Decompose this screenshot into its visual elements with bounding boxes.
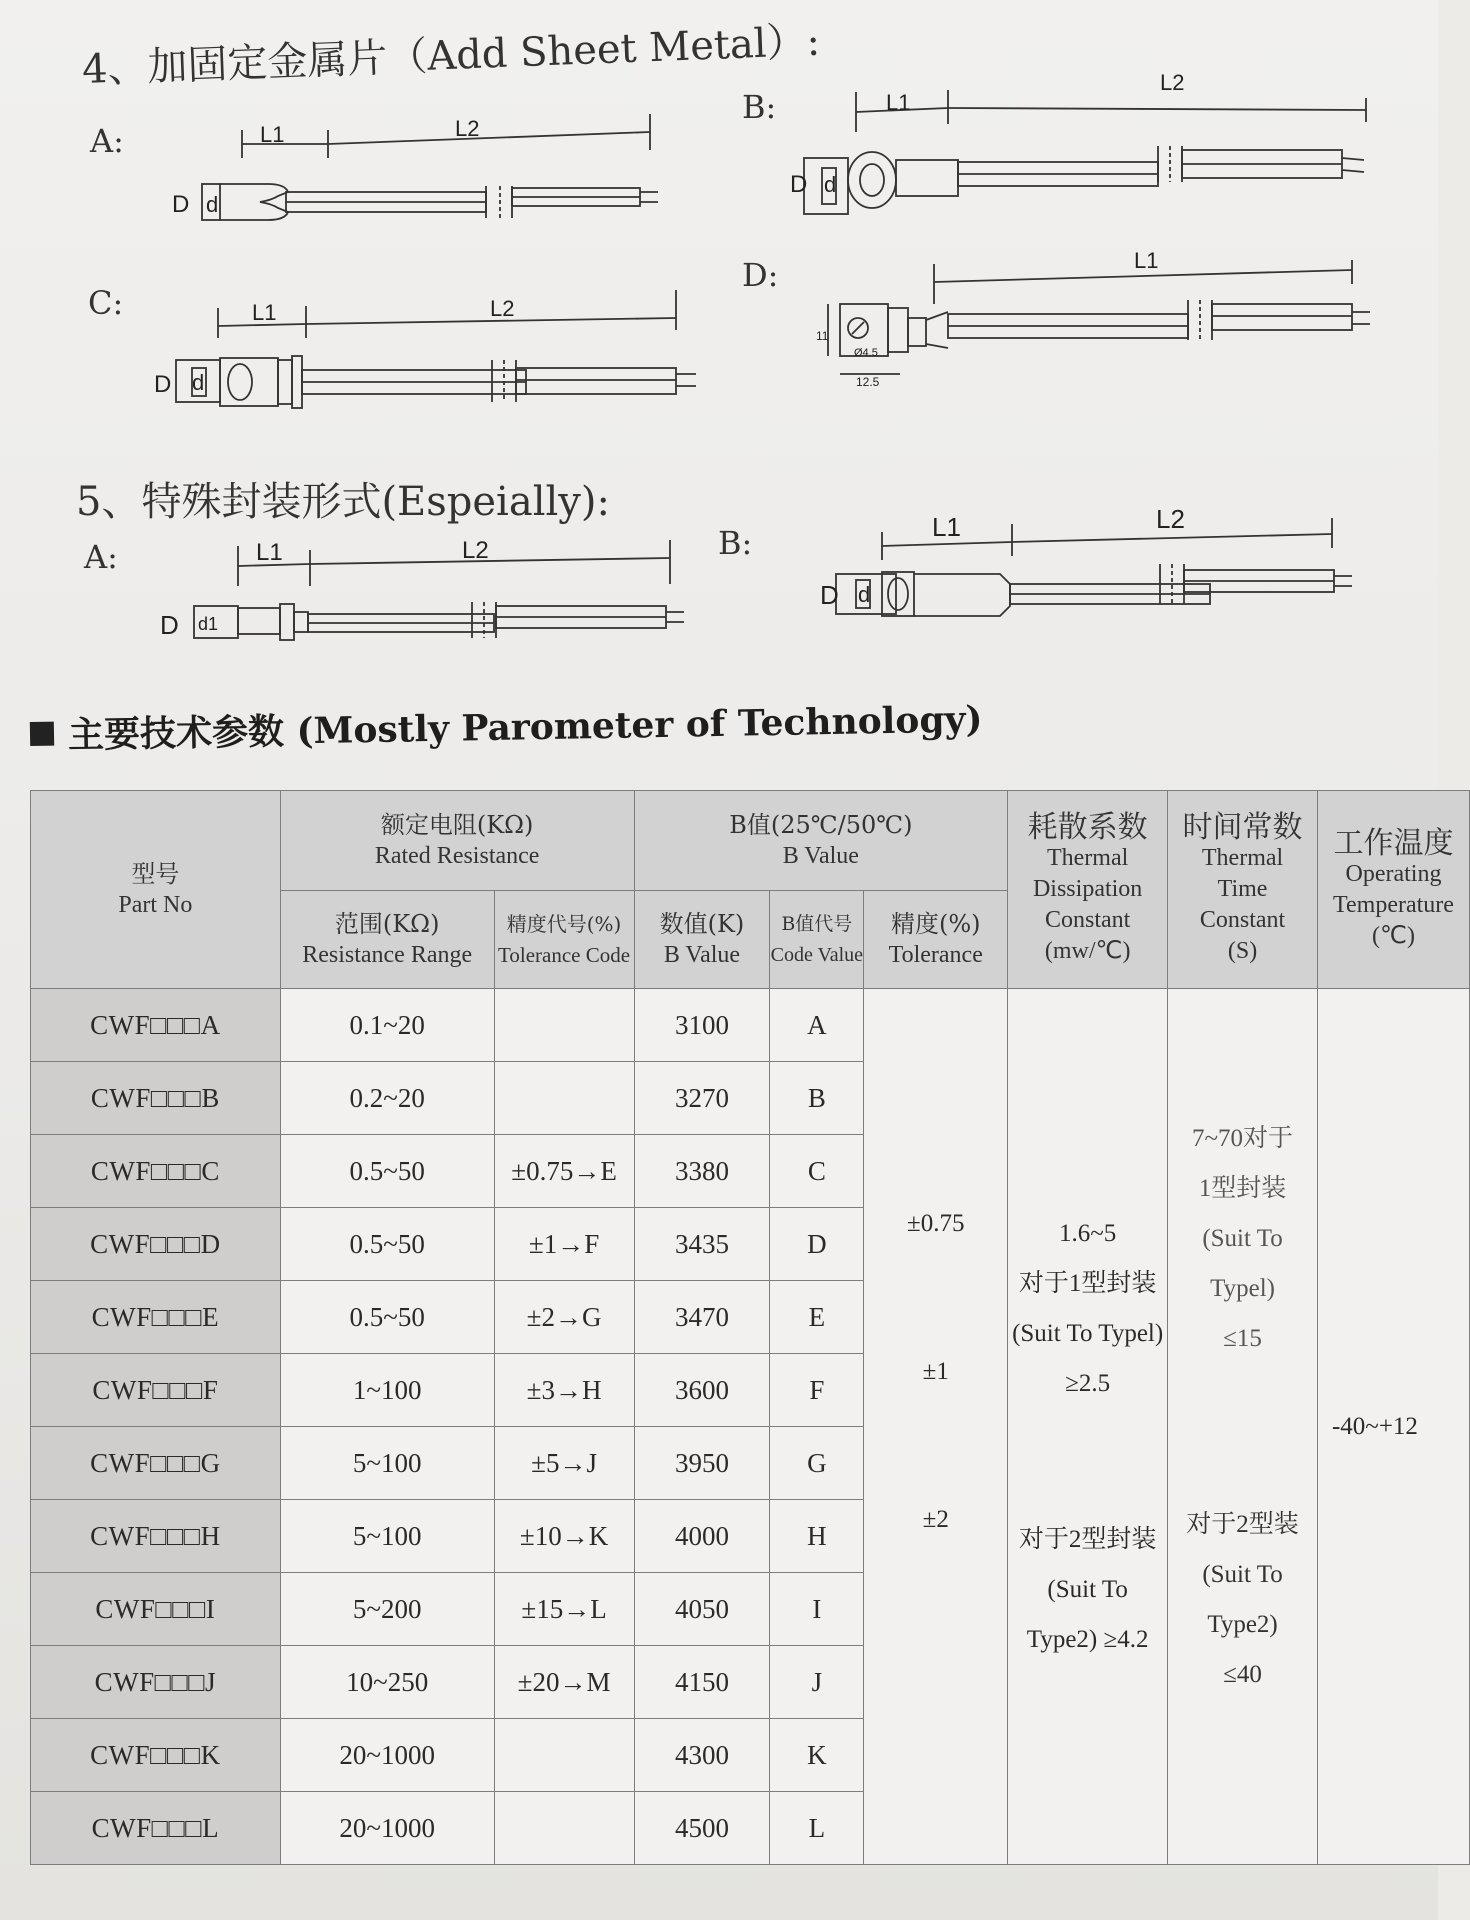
section5-title: 5、特殊封装形式(Espeially): xyxy=(76,479,610,525)
diagram-5a xyxy=(154,520,694,640)
cell-range: 0.2~20 xyxy=(280,1062,494,1135)
cell-part: CWF□□□H xyxy=(31,1500,281,1573)
diagram-4d xyxy=(808,244,1388,394)
cell-bcode: A xyxy=(770,989,864,1062)
cell-range: 20~1000 xyxy=(280,1719,494,1792)
dim-height: 11 xyxy=(816,329,829,343)
cell-range: 1~100 xyxy=(280,1354,494,1427)
cell-bvalue: 3100 xyxy=(634,989,770,1062)
dim-l1: L1 xyxy=(260,122,285,147)
dim-l1: L1 xyxy=(252,300,277,325)
diagram-4c xyxy=(150,290,710,420)
cell-bvalue: 4050 xyxy=(634,1573,770,1646)
cell-bcode: L xyxy=(770,1792,864,1865)
header-tolerance-code: 精度代号(%) Tolerance Code xyxy=(494,891,634,989)
cell-part: CWF□□□L xyxy=(31,1792,281,1865)
parameters-heading xyxy=(30,691,983,759)
cell-part: CWF□□□K xyxy=(31,1719,281,1792)
dim-l1: L1 xyxy=(886,90,911,115)
cell-b-tolerance: ±0.75 ±1 ±2 xyxy=(864,989,1008,1865)
header-b-value-number: 数值(K) B Value xyxy=(634,891,770,989)
parameters-table-wrap xyxy=(30,790,1470,1865)
dim-d-outer: D xyxy=(154,371,172,398)
dim-d-outer: D xyxy=(820,580,839,610)
cell-thermal-dissipation: 1.6~5 对于1型封装 (Suit To Typel) ≥2.5 对于2型封装 (Suit To Type2) ≥4.2 xyxy=(1008,989,1168,1865)
cell-part: CWF□□□F xyxy=(31,1354,281,1427)
header-b-code: B值代号 Code Value xyxy=(770,891,864,989)
cell-tolcode: ±5→J xyxy=(494,1427,634,1500)
diagram-4b xyxy=(790,62,1390,232)
cell-tolcode: ±20→M xyxy=(494,1646,634,1719)
section4-title: 4、加固定金属片（Add Sheet Metal）: xyxy=(81,18,821,93)
variant-b-label: B: xyxy=(742,88,777,126)
cell-part: CWF□□□G xyxy=(31,1427,281,1500)
cell-bcode: B xyxy=(770,1062,864,1135)
cell-bcode: I xyxy=(770,1573,864,1646)
cell-operating-temperature: -40~+12 xyxy=(1317,989,1469,1865)
cell-range: 5~100 xyxy=(280,1427,494,1500)
parameters-heading-text: 主要技术参数 (Mostly Parometer of Technology) xyxy=(67,698,983,757)
dim-d-inner: d xyxy=(206,192,219,217)
special-a-label: A: xyxy=(84,538,118,576)
cell-tolcode: ±10→K xyxy=(494,1500,634,1573)
dim-width: 12.5 xyxy=(856,375,880,389)
cell-bcode: J xyxy=(770,1646,864,1719)
dim-d1: d1 xyxy=(198,614,219,634)
cell-tolcode xyxy=(494,1792,634,1865)
dim-l1: L1 xyxy=(932,512,961,542)
cell-part: CWF□□□A xyxy=(31,989,281,1062)
header-part-no: 型号 Part No xyxy=(31,791,281,989)
cell-bcode: E xyxy=(770,1281,864,1354)
cell-bvalue: 4150 xyxy=(634,1646,770,1719)
cell-range: 20~1000 xyxy=(280,1792,494,1865)
cell-part: CWF□□□J xyxy=(31,1646,281,1719)
dim-l2: L2 xyxy=(462,537,489,564)
cell-bcode: C xyxy=(770,1135,864,1208)
cell-time-constant: 7~70对于 1型封装 (Suit To Typel) ≤15 对于2型装 (Suit To Type2) ≤40 xyxy=(1168,989,1318,1865)
cell-bvalue: 4300 xyxy=(634,1719,770,1792)
cell-bvalue: 3600 xyxy=(634,1354,770,1427)
parameters-table xyxy=(30,790,1470,1865)
cell-range: 0.1~20 xyxy=(280,989,494,1062)
variant-d-label: D: xyxy=(742,256,779,294)
dim-d-outer: D xyxy=(160,610,179,640)
cell-bcode: D xyxy=(770,1208,864,1281)
dim-l2: L2 xyxy=(1156,504,1185,534)
cell-tolcode xyxy=(494,1719,634,1792)
cell-tolcode: ±3→H xyxy=(494,1354,634,1427)
cell-part: CWF□□□C xyxy=(31,1135,281,1208)
cell-tolcode xyxy=(494,1062,634,1135)
cell-bvalue: 4500 xyxy=(634,1792,770,1865)
cell-range: 5~200 xyxy=(280,1573,494,1646)
cell-bcode: H xyxy=(770,1500,864,1573)
cell-part: CWF□□□D xyxy=(31,1208,281,1281)
dim-l2: L2 xyxy=(455,116,480,141)
variant-c-label: C: xyxy=(88,284,124,322)
header-rated-resistance: 额定电阻(KΩ) Rated Resistance xyxy=(280,791,634,891)
cell-bvalue: 3470 xyxy=(634,1281,770,1354)
cell-bcode: K xyxy=(770,1719,864,1792)
header-thermal-dissipation: 耗散系数 Thermal Dissipation Constant (mw/℃) xyxy=(1008,791,1168,989)
dim-d-inner: d xyxy=(858,582,871,607)
dim-l2: L2 xyxy=(490,296,515,321)
cell-bcode: G xyxy=(770,1427,864,1500)
dim-l1: L1 xyxy=(256,539,283,566)
dim-d-inner: d xyxy=(824,172,837,197)
cell-part: CWF□□□E xyxy=(31,1281,281,1354)
cell-tolcode: ±15→L xyxy=(494,1573,634,1646)
dim-hole: Ø4.5 xyxy=(854,347,878,359)
header-b-tolerance: 精度(%) Tolerance xyxy=(864,891,1008,989)
cell-part: CWF□□□B xyxy=(31,1062,281,1135)
cell-range: 10~250 xyxy=(280,1646,494,1719)
table-row xyxy=(31,989,1470,1062)
dim-l2: L2 xyxy=(1160,70,1185,95)
diagram-5b xyxy=(820,500,1380,630)
diagram-4a xyxy=(160,100,680,230)
cell-tolcode: ±0.75→E xyxy=(494,1135,634,1208)
header-resistance-range: 范围(KΩ) Resistance Range xyxy=(280,891,494,989)
dim-d-inner: d xyxy=(192,370,205,395)
cell-bcode: F xyxy=(770,1354,864,1427)
bullet-square-icon xyxy=(30,721,54,745)
cell-tolcode: ±2→G xyxy=(494,1281,634,1354)
cell-bvalue: 4000 xyxy=(634,1500,770,1573)
cell-bvalue: 3270 xyxy=(634,1062,770,1135)
special-b-label: B: xyxy=(718,524,753,562)
header-b-value: B值(25℃/50℃) B Value xyxy=(634,791,1008,891)
cell-tolcode: ±1→F xyxy=(494,1208,634,1281)
header-time-constant: 时间常数 Thermal Time Constant (S) xyxy=(1168,791,1318,989)
cell-tolcode xyxy=(494,989,634,1062)
cell-range: 0.5~50 xyxy=(280,1135,494,1208)
dim-d-outer: D xyxy=(172,191,190,218)
cell-range: 0.5~50 xyxy=(280,1281,494,1354)
variant-a-label: A: xyxy=(90,122,124,160)
dim-l1: L1 xyxy=(1134,248,1159,273)
dim-d-outer: D xyxy=(790,171,808,198)
cell-bvalue: 3950 xyxy=(634,1427,770,1500)
cell-bvalue: 3380 xyxy=(634,1135,770,1208)
cell-part: CWF□□□I xyxy=(31,1573,281,1646)
cell-range: 0.5~50 xyxy=(280,1208,494,1281)
cell-bvalue: 3435 xyxy=(634,1208,770,1281)
cell-range: 5~100 xyxy=(280,1500,494,1573)
header-operating-temperature: 工作温度 Operating Temperature (℃) xyxy=(1317,791,1469,989)
